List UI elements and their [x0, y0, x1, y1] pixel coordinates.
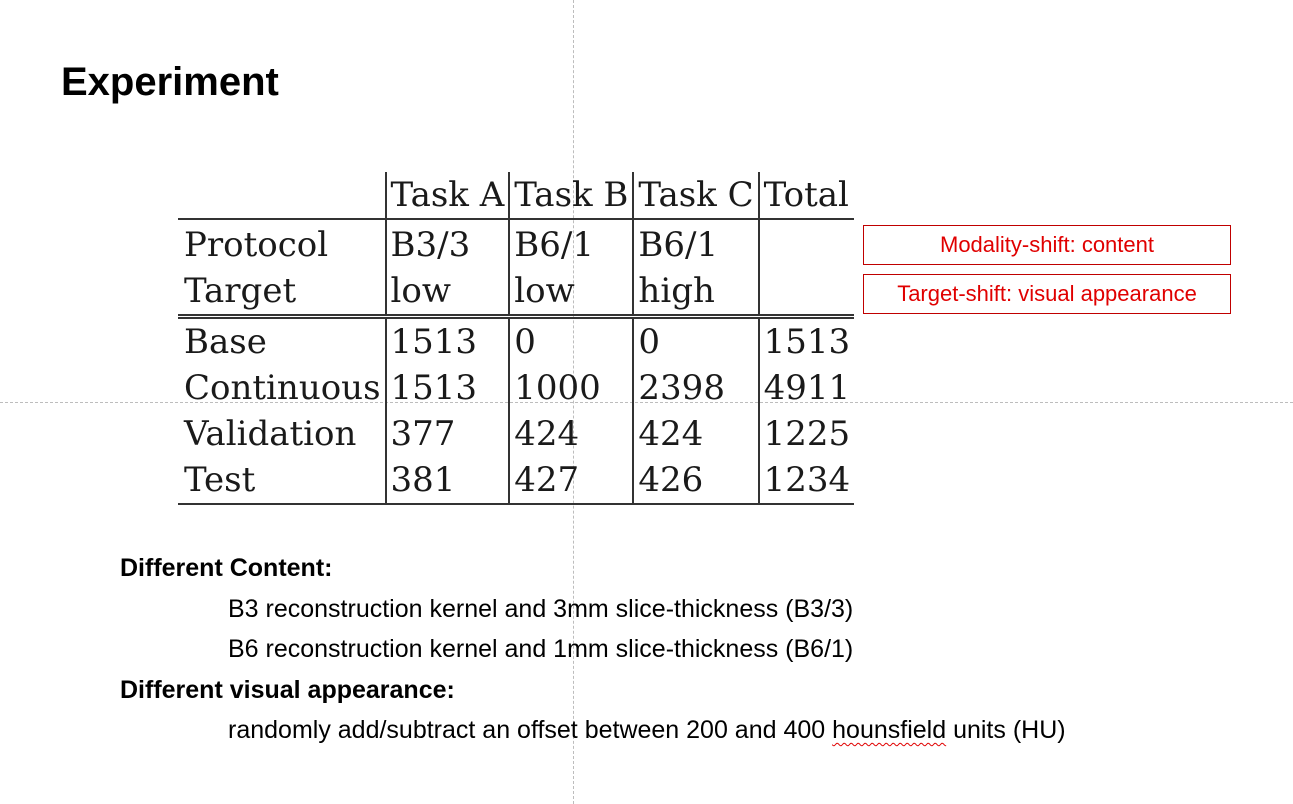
table-cell: 4911: [759, 365, 855, 411]
table-cell: 1513: [386, 317, 510, 366]
table-cell: 1513: [759, 317, 855, 366]
table-cell: 424: [633, 411, 758, 457]
row-label: Validation: [184, 414, 357, 454]
content-line-b6: B6 reconstruction kernel and 1mm slice-thickness (B6/1): [228, 635, 854, 663]
table-row-base: [178, 317, 854, 366]
table-cell: 381: [386, 457, 510, 504]
table-cell: 377: [386, 411, 510, 457]
row-label: Protocol: [184, 225, 329, 265]
target-shift-callout[interactable]: Target-shift: visual appearance: [863, 274, 1231, 314]
table-cell: high: [633, 268, 758, 317]
table-cell: B3/3: [386, 219, 510, 268]
content-line-b3: B3 reconstruction kernel and 3mm slice-thickness (B3/3): [228, 595, 854, 623]
table-cell: low: [386, 268, 510, 317]
header-cell: Task B: [509, 172, 633, 219]
header-cell: Task A: [386, 172, 510, 219]
visual-line-end: units (HU): [946, 716, 1066, 744]
table-cell: 426: [633, 457, 758, 504]
table-cell: low: [509, 268, 633, 317]
table-cell: 424: [509, 411, 633, 457]
dataset-table-grid: [178, 172, 854, 505]
content-heading: Different Content:: [120, 554, 333, 582]
row-label: Target: [178, 268, 386, 317]
table-row-continuous: [178, 365, 854, 411]
table-row-validation: [178, 411, 854, 457]
table-cell: 0: [633, 317, 758, 366]
table-cell: [759, 219, 855, 268]
row-label: Continuous: [184, 368, 381, 408]
modality-shift-callout[interactable]: Modality-shift: content: [863, 225, 1231, 265]
visual-heading: Different visual appearance:: [120, 676, 455, 704]
table-row-target: [178, 268, 854, 317]
header-cell: [178, 172, 386, 219]
table-cell: 0: [509, 317, 633, 366]
header-cell: Task C: [633, 172, 758, 219]
misspelled-word[interactable]: hounsfield: [832, 716, 947, 744]
table-cell: 1000: [509, 365, 633, 411]
table-cell: 427: [509, 457, 633, 504]
table-row-protocol: [178, 219, 854, 268]
dataset-table[interactable]: [178, 172, 898, 512]
row-label: Base: [184, 322, 267, 362]
table-cell: 1234: [759, 457, 855, 504]
header-cell: Total: [759, 172, 855, 219]
table-cell: 1225: [759, 411, 855, 457]
table-cell: B6/1: [509, 219, 633, 268]
table-header-row: [178, 172, 854, 219]
table-row-test: [178, 457, 854, 504]
row-label: Test: [178, 457, 386, 504]
visual-line-start: randomly add/subtract an offset between 200 and 400: [228, 716, 833, 744]
table-cell: 1513: [386, 365, 510, 411]
table-cell: 2398: [633, 365, 758, 411]
table-cell: [759, 268, 855, 317]
visual-line: [228, 716, 1066, 745]
table-cell: B6/1: [633, 219, 758, 268]
slide-title[interactable]: Experiment: [61, 60, 279, 104]
